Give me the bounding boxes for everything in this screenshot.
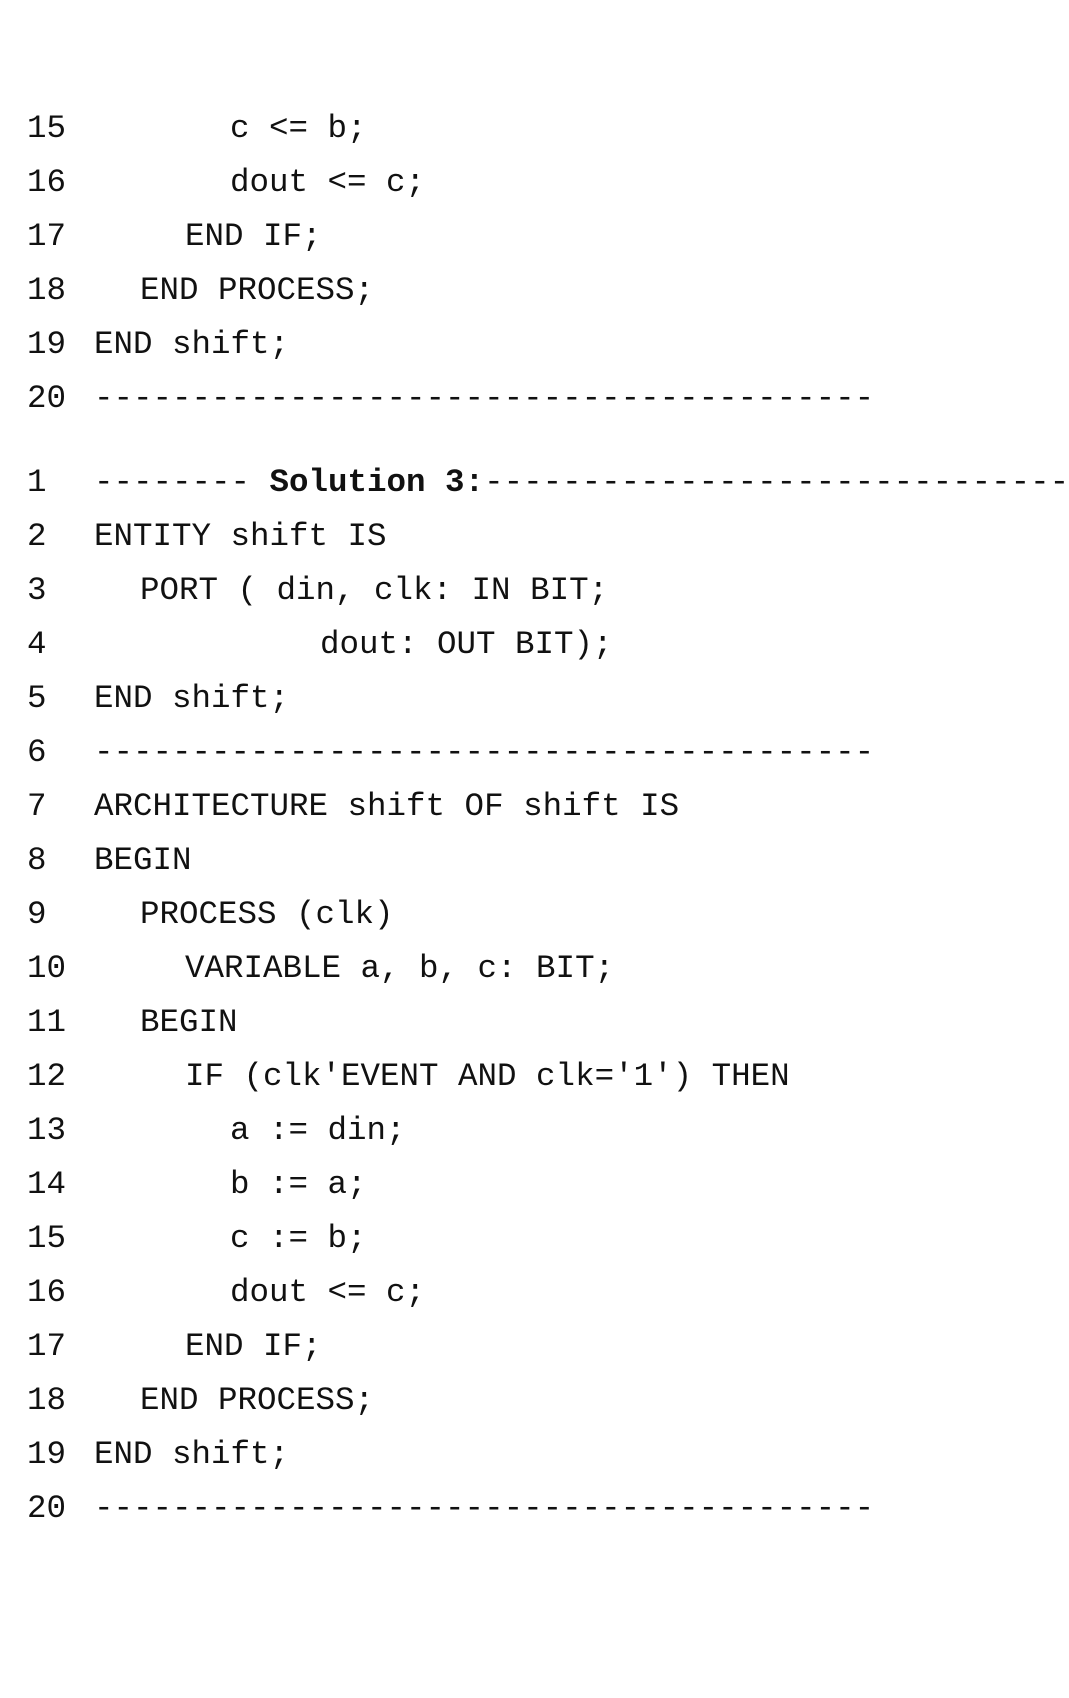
code-text: ----------------------------------------	[94, 734, 875, 771]
code-text: ARCHITECTURE shift OF shift IS	[94, 788, 680, 825]
code-text: END shift;	[94, 1436, 290, 1473]
code-listing-solution-3	[0, 456, 1069, 1536]
line-number: 17	[27, 1328, 67, 1365]
line-number: 19	[27, 1436, 67, 1473]
code-line	[0, 102, 961, 156]
code-line	[0, 1212, 961, 1266]
line-number: 12	[27, 1058, 67, 1095]
code-line	[0, 1374, 961, 1428]
code-line	[0, 1050, 961, 1104]
line-number: 5	[27, 680, 47, 717]
code-line	[0, 888, 961, 942]
code-line	[0, 156, 961, 210]
code-text: IF (clk'EVENT AND clk='1') THEN	[185, 1058, 790, 1095]
line-number: 16	[27, 1274, 67, 1311]
code-line	[0, 318, 961, 372]
code-text: END IF;	[185, 1328, 322, 1365]
code-line	[0, 1482, 961, 1536]
code-text: dout <= c;	[230, 1274, 426, 1311]
code-line	[0, 372, 961, 426]
code-line	[0, 834, 961, 888]
line-number: 15	[27, 1220, 67, 1257]
code-line	[0, 1320, 961, 1374]
code-line	[0, 942, 961, 996]
heading-prefix: --------	[94, 464, 270, 501]
line-number: 13	[27, 1112, 67, 1149]
code-text: BEGIN	[94, 842, 192, 879]
line-number: 11	[27, 1004, 67, 1041]
line-number: 6	[27, 734, 47, 771]
code-text: b := a;	[230, 1166, 367, 1203]
line-number: 3	[27, 572, 47, 609]
line-number: 18	[27, 272, 67, 309]
line-number: 4	[27, 626, 47, 663]
code-text: c := b;	[230, 1220, 367, 1257]
line-number: 7	[27, 788, 47, 825]
code-text: a := din;	[230, 1112, 406, 1149]
code-line	[0, 564, 961, 618]
line-number: 9	[27, 896, 47, 933]
code-line	[0, 456, 1069, 510]
code-text: END PROCESS;	[140, 1382, 375, 1419]
code-line	[0, 618, 961, 672]
line-number: 20	[27, 1490, 67, 1527]
code-text: END PROCESS;	[140, 272, 375, 309]
line-number: 14	[27, 1166, 67, 1203]
line-number: 18	[27, 1382, 67, 1419]
line-number: 17	[27, 218, 67, 255]
code-text: END IF;	[185, 218, 322, 255]
code-line	[0, 996, 961, 1050]
code-text: BEGIN	[140, 1004, 238, 1041]
line-number: 1	[27, 464, 47, 501]
code-line	[0, 264, 961, 318]
code-line	[0, 1266, 961, 1320]
code-line	[0, 1158, 961, 1212]
code-line	[0, 780, 961, 834]
code-text: dout <= c;	[230, 164, 426, 201]
code-text: PROCESS (clk)	[140, 896, 394, 933]
solution-heading	[94, 456, 1069, 510]
code-text: ----------------------------------------	[94, 380, 875, 417]
code-line	[0, 1428, 961, 1482]
line-number: 10	[27, 950, 67, 987]
code-line	[0, 1104, 961, 1158]
code-text: END shift;	[94, 680, 290, 717]
heading-suffix: ------------------------------	[484, 464, 1069, 501]
line-number: 19	[27, 326, 67, 363]
code-text: ----------------------------------------	[94, 1490, 875, 1527]
line-number: 16	[27, 164, 67, 201]
line-number: 8	[27, 842, 47, 879]
code-line	[0, 672, 961, 726]
code-text: dout: OUT BIT);	[320, 626, 613, 663]
line-number: 20	[27, 380, 67, 417]
code-line	[0, 726, 961, 780]
code-text: PORT ( din, clk: IN BIT;	[140, 572, 609, 609]
code-listing-previous	[0, 102, 961, 426]
code-line	[0, 510, 961, 564]
code-text: c <= b;	[230, 110, 367, 147]
code-line	[0, 210, 961, 264]
code-text: ENTITY shift IS	[94, 518, 387, 555]
solution-title: Solution 3:	[269, 464, 485, 501]
code-text: VARIABLE a, b, c: BIT;	[185, 950, 615, 987]
code-text: END shift;	[94, 326, 290, 363]
line-number: 15	[27, 110, 67, 147]
line-number: 2	[27, 518, 47, 555]
